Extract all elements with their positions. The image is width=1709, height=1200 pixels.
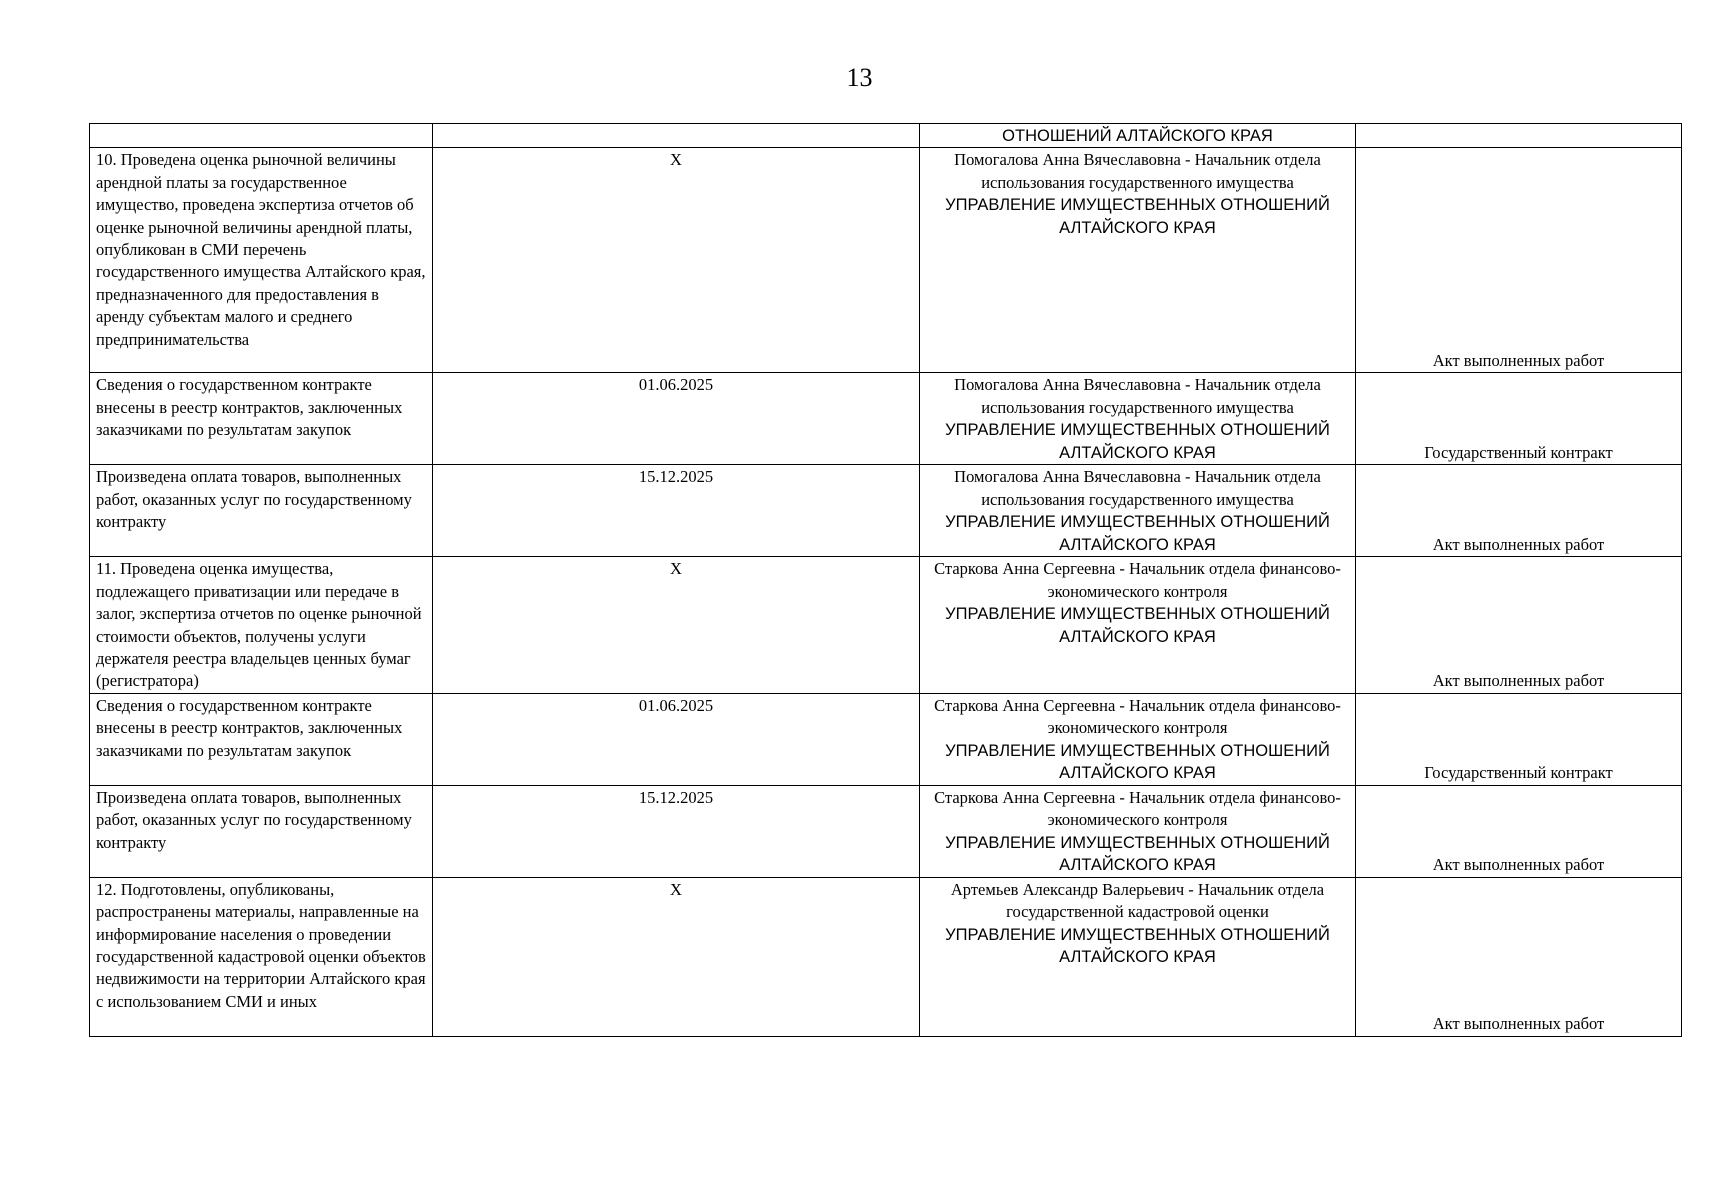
event-cell: 10. Проведена оценка рыночной величины арендной платы за государственное имущество, проведена экспертиза отчетов об оценке рыночной величины арендной платы, опубликован в СМИ перечень государственного имущества Алтайского края, предназначенного для предоставления в аренду субъектам малого и среднего предпринимательства (90, 148, 433, 373)
table-row (90, 557, 1682, 693)
table-row (90, 148, 1682, 373)
date-cell: 01.06.2025 (433, 693, 920, 785)
document-cell: Акт выполненных работ (1356, 785, 1682, 877)
document-cell: Государственный контракт (1356, 373, 1682, 465)
agency-name: ОТНОШЕНИЙ АЛТАЙСКОГО КРАЯ (1002, 127, 1273, 145)
agency-name: УПРАВЛЕНИЕ ИМУЩЕСТВЕННЫХ ОТНОШЕНИЙ АЛТАЙСКОГО КРАЯ (945, 513, 1330, 554)
table-row (90, 877, 1682, 1036)
table-row (90, 465, 1682, 557)
date-cell: X (433, 877, 920, 1036)
responsible-cell (920, 785, 1356, 877)
responsible-cell (920, 877, 1356, 1036)
table-row (90, 373, 1682, 465)
table-row (90, 785, 1682, 877)
responsible-cell (920, 557, 1356, 693)
agency-name: УПРАВЛЕНИЕ ИМУЩЕСТВЕННЫХ ОТНОШЕНИЙ АЛТАЙСКОГО КРАЯ (945, 833, 1330, 875)
date-cell (433, 124, 920, 148)
responsible-cell (920, 148, 1356, 373)
document-cell: Акт выполненных работ (1356, 877, 1682, 1036)
event-cell (90, 124, 433, 148)
document-cell: Акт выполненных работ (1356, 465, 1682, 557)
agency-name: УПРАВЛЕНИЕ ИМУЩЕСТВЕННЫХ ОТНОШЕНИЙ АЛТАЙСКОГО КРАЯ (945, 196, 1330, 237)
date-cell: 15.12.2025 (433, 785, 920, 877)
agency-name: УПРАВЛЕНИЕ ИМУЩЕСТВЕННЫХ ОТНОШЕНИЙ АЛТАЙСКОГО КРАЯ (945, 925, 1330, 967)
table-row (90, 693, 1682, 785)
event-cell: Произведена оплата товаров, выполненных работ, оказанных услуг по государственному контракту (90, 465, 433, 557)
event-cell: Произведена оплата товаров, выполненных работ, оказанных услуг по государственному контракту (90, 785, 433, 877)
responsible-cell (920, 693, 1356, 785)
responsible-cell (920, 465, 1356, 557)
agency-name: УПРАВЛЕНИЕ ИМУЩЕСТВЕННЫХ ОТНОШЕНИЙ АЛТАЙСКОГО КРАЯ (945, 421, 1330, 462)
date-cell: 15.12.2025 (433, 465, 920, 557)
table-row (90, 124, 1682, 148)
responsible-person: Артемьев Александр Валерьевич - Начальник отдела государственной кадастровой оценки (950, 879, 1325, 922)
date-cell: 01.06.2025 (433, 373, 920, 465)
event-cell: Сведения о государственном контракте внесены в реестр контрактов, заключенных заказчиками по результатам закупок (90, 373, 433, 465)
responsible-person: Помогалова Анна Вячеславовна - Начальник отдела использования государственного имущества (954, 467, 1321, 509)
agency-name: УПРАВЛЕНИЕ ИМУЩЕСТВЕННЫХ ОТНОШЕНИЙ АЛТАЙСКОГО КРАЯ (945, 605, 1330, 646)
event-cell: Сведения о государственном контракте внесены в реестр контрактов, заключенных заказчиками по результатам закупок (90, 693, 433, 785)
date-cell: X (433, 148, 920, 373)
responsible-person: Старкова Анна Сергеевна - Начальник отдела финансово-экономического контроля (934, 695, 1341, 738)
document-cell: Акт выполненных работ (1356, 557, 1682, 693)
document-cell: Государственный контракт (1356, 693, 1682, 785)
responsible-cell (920, 124, 1356, 148)
event-cell: 12. Подготовлены, опубликованы, распространены материалы, направленные на информирование населения о проведении государственной кадастровой оценки объектов недвижимости на территории Алтайского края с использованием СМИ и иных (90, 877, 433, 1036)
date-cell: X (433, 557, 920, 693)
document-cell: Акт выполненных работ (1356, 148, 1682, 373)
responsible-person: Старкова Анна Сергеевна - Начальник отдела финансово-экономического контроля (934, 559, 1341, 601)
responsible-person: Старкова Анна Сергеевна - Начальник отдела финансово-экономического контроля (934, 787, 1341, 830)
page-number: 13 (846, 63, 873, 92)
agency-name: УПРАВЛЕНИЕ ИМУЩЕСТВЕННЫХ ОТНОШЕНИЙ АЛТАЙСКОГО КРАЯ (945, 741, 1330, 783)
event-cell: 11. Проведена оценка имущества, подлежащего приватизации или передаче в залог, экспертиза отчетов по оценке рыночной стоимости объектов, получены услуги держателя реестра владельцев ценных бумаг (регистратора) (90, 557, 433, 693)
responsible-person: Помогалова Анна Вячеславовна - Начальник отдела использования государственного имущества (954, 375, 1321, 417)
document-cell (1356, 124, 1682, 148)
responsible-cell (920, 373, 1356, 465)
responsible-person: Помогалова Анна Вячеславовна - Начальник отдела использования государственного имущества (954, 150, 1321, 192)
plan-table (89, 123, 1682, 1037)
